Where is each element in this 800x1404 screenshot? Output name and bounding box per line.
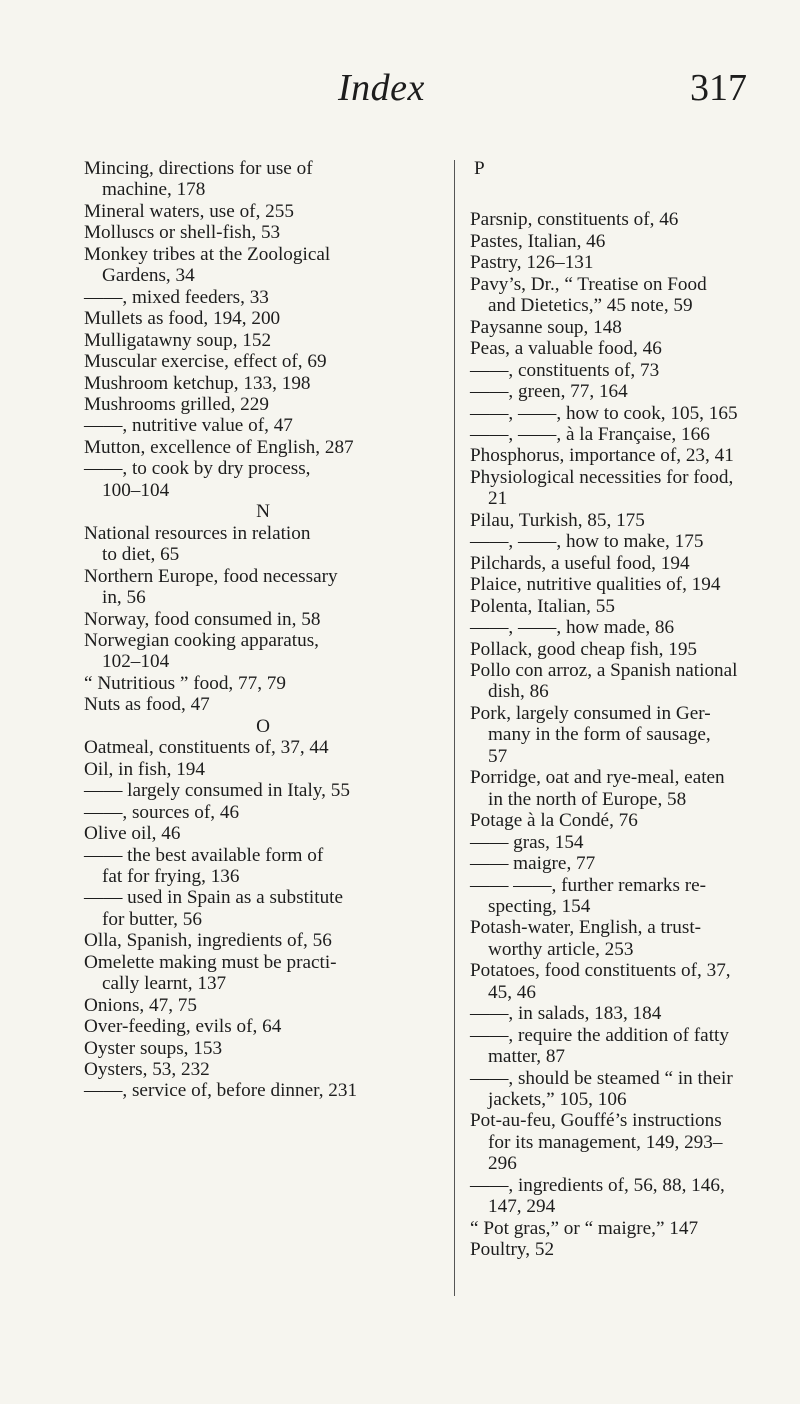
index-entry: Physiological necessities for food, — [470, 466, 734, 488]
index-entry: Mutton, excellence of English, 287 — [84, 436, 354, 458]
index-entry: —— maigre, 77 — [470, 853, 596, 875]
index-entry: Mullets as food, 194, 200 — [84, 308, 281, 330]
index-entry: Peas, a valuable food, 46 — [470, 338, 662, 360]
index-entry: Mushrooms grilled, 229 — [84, 393, 269, 415]
index-entry: Pastes, Italian, 46 — [470, 230, 606, 252]
index-entry-continuation: matter, 87 — [488, 1046, 566, 1068]
index-entry: Oysters, 53, 232 — [84, 1059, 210, 1081]
index-entry-continuation: 147, 294 — [488, 1196, 556, 1218]
index-entry: Olive oil, 46 — [84, 823, 181, 845]
index-entry-continuation: in, 56 — [102, 587, 146, 609]
index-entry: —— used in Spain as a substitute — [84, 887, 344, 909]
index-entry: Pilchards, a useful food, 194 — [470, 552, 690, 574]
index-entry: —— largely consumed in Italy, 55 — [84, 780, 350, 802]
index-entry-continuation: to diet, 65 — [102, 544, 180, 566]
index-entry: ——, nutritive value of, 47 — [84, 415, 293, 437]
index-entry: Pilau, Turkish, 85, 175 — [470, 509, 645, 531]
index-entry: Phosphorus, importance of, 23, 41 — [470, 445, 734, 467]
index-entry-continuation: jackets,” 105, 106 — [488, 1089, 627, 1111]
index-entry: Porridge, oat and rye-meal, eaten — [470, 767, 725, 789]
index-entry-continuation: 100–104 — [102, 479, 170, 501]
index-entry: Poultry, 52 — [470, 1239, 555, 1261]
index-entry: “ Nutritious ” food, 77, 79 — [84, 672, 286, 694]
index-entry: ——, ingredients of, 56, 88, 146, — [470, 1174, 725, 1196]
m-entries — [84, 158, 442, 501]
right-column — [470, 158, 800, 1261]
n-entries — [84, 523, 442, 716]
index-entry: ——, require the addition of fatty — [470, 1024, 729, 1046]
index-entry: —— gras, 154 — [470, 831, 584, 853]
index-entry: ——, to cook by dry process, — [84, 458, 311, 480]
index-entry: Paysanne soup, 148 — [470, 316, 622, 338]
left-column — [84, 158, 442, 1102]
index-entry: Oatmeal, constituents of, 37, 44 — [84, 737, 329, 759]
index-entry-continuation: 45, 46 — [488, 981, 536, 1003]
index-entry: ——, ——, how to cook, 105, 165 — [470, 402, 738, 424]
index-entry-continuation: for its management, 149, 293– — [488, 1131, 723, 1153]
index-entry: Norway, food consumed in, 58 — [84, 608, 321, 630]
index-entry: ——, in salads, 183, 184 — [470, 1003, 662, 1025]
index-entry-continuation: fat for frying, 136 — [102, 865, 240, 887]
index-entry-continuation: 57 — [488, 745, 508, 767]
index-entry-continuation: 21 — [488, 488, 508, 510]
index-entry: Mulligatawny soup, 152 — [84, 329, 272, 351]
index-entry: Pot-au-feu, Gouffé’s instructions — [470, 1110, 722, 1132]
column-divider — [454, 160, 455, 1296]
index-entry: Norwegian cooking apparatus, — [84, 629, 319, 651]
index-entry-continuation: worthy article, 253 — [488, 938, 634, 960]
index-entry: Pollack, good cheap fish, 195 — [470, 638, 698, 660]
index-entry: Oil, in fish, 194 — [84, 758, 205, 780]
index-entry: Mincing, directions for use of — [84, 158, 313, 179]
section-letter-p: P — [474, 158, 485, 179]
index-entry: Onions, 47, 75 — [84, 994, 197, 1016]
index-entry: Nuts as food, 47 — [84, 694, 210, 716]
index-entry: Pork, largely consumed in Ger- — [470, 702, 711, 724]
index-entry: ——, ——, how made, 86 — [470, 617, 675, 639]
running-title: Index — [338, 67, 425, 109]
index-entry: ——, service of, before dinner, 231 — [84, 1080, 358, 1102]
index-entry-continuation: for butter, 56 — [102, 908, 202, 930]
index-entry: ——, mixed feeders, 33 — [84, 286, 269, 308]
index-entry-continuation: in the north of Europe, 58 — [488, 788, 687, 810]
index-entry: Omelette making must be practi- — [84, 951, 337, 973]
index-entry: National resources in relation — [84, 522, 311, 544]
index-entry-continuation: 102–104 — [102, 651, 170, 673]
section-letter-o: O — [256, 715, 270, 737]
index-entry: Northern Europe, food necessary — [84, 565, 338, 587]
index-entry: Potash-water, English, a trust- — [470, 917, 702, 939]
index-entry: Oyster soups, 153 — [84, 1037, 223, 1059]
index-entry: ——, should be steamed “ in their — [470, 1067, 733, 1089]
index-entry: Potatoes, food constituents of, 37, — [470, 960, 731, 982]
index-entry: —— the best available form of — [84, 844, 324, 866]
index-entry: Pollo con arroz, a Spanish national — [470, 659, 738, 681]
index-entry: “ Pot gras,” or “ maigre,” 147 — [470, 1217, 699, 1239]
o-entries — [84, 737, 442, 1102]
section-letter-n: N — [256, 501, 270, 523]
index-entry: Mushroom ketchup, 133, 198 — [84, 372, 311, 394]
index-entry: Muscular exercise, effect of, 69 — [84, 351, 327, 373]
index-entry-continuation: many in the form of sausage, — [488, 724, 711, 746]
index-entry: Plaice, nutritive qualities of, 194 — [470, 574, 721, 596]
index-entry: ——, ——, how to make, 175 — [470, 531, 704, 553]
index-entry: Pavy’s, Dr., “ Treatise on Food — [470, 273, 707, 295]
index-entry-continuation: machine, 178 — [102, 179, 206, 201]
index-entry-continuation: 296 — [488, 1153, 517, 1175]
index-entry: ——, green, 77, 164 — [470, 381, 628, 403]
index-entry: ——, constituents of, 73 — [470, 359, 660, 381]
index-entry: Mineral waters, use of, 255 — [84, 200, 294, 222]
p-entries — [470, 209, 800, 1260]
index-entry: Molluscs or shell-fish, 53 — [84, 222, 281, 244]
index-entry: Polenta, Italian, 55 — [470, 595, 615, 617]
index-entry: Monkey tribes at the Zoological — [84, 243, 331, 265]
index-entry: Potage à la Condé, 76 — [470, 810, 638, 832]
page-number: 317 — [690, 67, 747, 109]
index-entry-continuation: specting, 154 — [488, 895, 591, 917]
index-entry: Pastry, 126–131 — [470, 252, 594, 274]
index-entry: Olla, Spanish, ingredients of, 56 — [84, 930, 332, 952]
index-entry: Parsnip, constituents of, 46 — [470, 209, 679, 231]
index-entry-continuation: cally learnt, 137 — [102, 973, 227, 995]
index-entry: —— ——, further remarks re- — [470, 874, 707, 896]
index-entry: ——, sources of, 46 — [84, 801, 240, 823]
index-entry-continuation: dish, 86 — [488, 681, 549, 703]
index-entry-continuation: and Dietetics,” 45 note, 59 — [488, 295, 693, 317]
index-entry: ——, ——, à la Française, 166 — [470, 423, 710, 445]
index-entry-continuation: Gardens, 34 — [102, 265, 195, 287]
page-header — [0, 66, 800, 126]
index-entry: Over-feeding, evils of, 64 — [84, 1016, 282, 1038]
